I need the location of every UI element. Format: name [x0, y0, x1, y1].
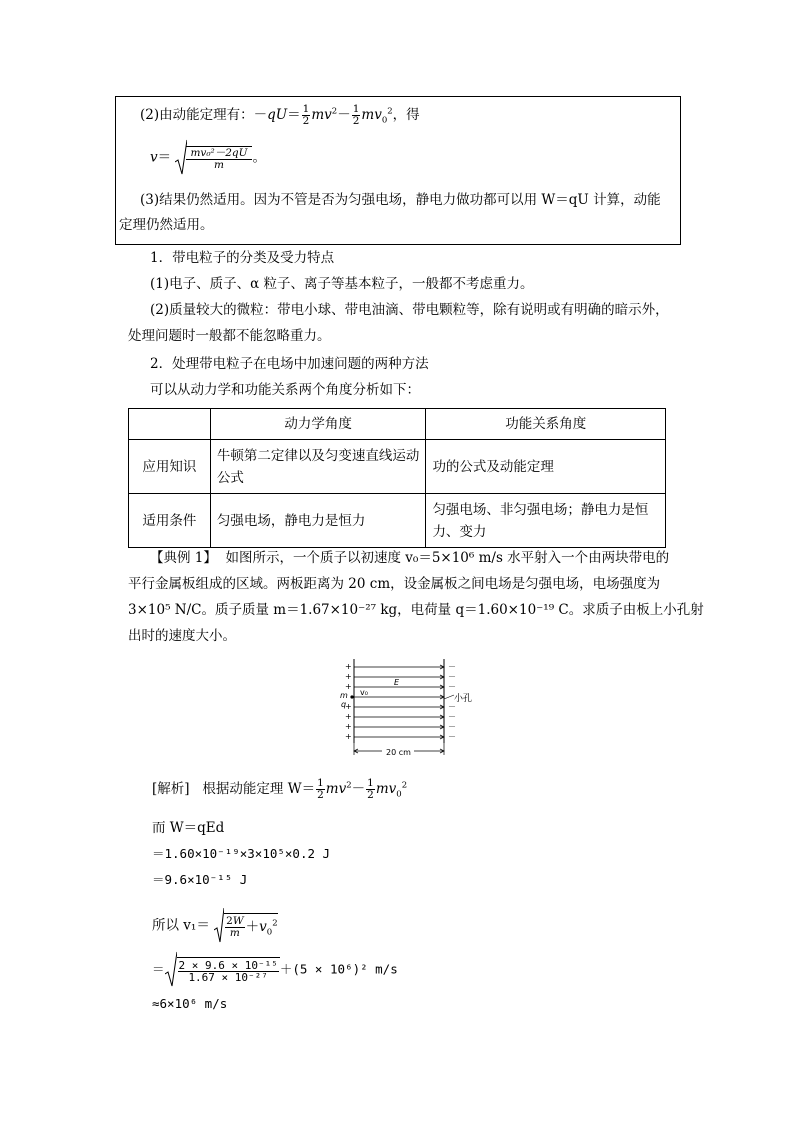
field-label: E — [394, 678, 400, 687]
table-cell: 匀强电场，静电力是恒力 — [210, 494, 426, 548]
plus-sign: + — [345, 682, 352, 691]
example-tag: 【典例 1】 — [150, 550, 217, 566]
table-cell: 适用条件 — [129, 494, 211, 548]
velocity-label: v₀ — [360, 688, 368, 697]
plus-sign: + — [345, 702, 352, 711]
table-cell: 牛顿第二定律以及匀变速直线运动公式 — [210, 440, 426, 494]
distance-label: 20 cm — [386, 748, 411, 757]
solution-line-2: 而 W＝qEd — [152, 820, 225, 836]
box-line-4: 定理仍然适用。 — [119, 217, 214, 233]
plus-sign: + — [345, 712, 352, 721]
box-line-3: (3)结果仍然适用。因为不管是否为匀强电场，静电力做功都可以用 W＝qU 计算，动能 — [140, 192, 661, 208]
minus-sign: － — [448, 672, 456, 681]
minus-sign: － — [448, 682, 456, 691]
table-cell: 功的公式及动能定理 — [426, 440, 666, 494]
solution-line-1-text: 根据动能定理 W＝ — [202, 781, 316, 797]
proton-dot — [350, 695, 353, 698]
table-cell: 应用知识 — [129, 440, 211, 494]
plus-sign: + — [345, 732, 352, 741]
section-1-item-2: (2)质量较大的微粒：带电小球、带电油滴、带电颗粒等，除有说明或有明确的暗示外， — [150, 302, 669, 318]
box-line-1-text: (2)由动能定理有：－ — [140, 107, 268, 123]
plus-sign: + — [345, 662, 352, 671]
solution-fraction-numerator: 2 × 9.6 × 10⁻¹⁵ — [178, 959, 278, 972]
table-header-cell: 动力学角度 — [210, 409, 426, 440]
section-1-item-1: (1)电子、质子、α 粒子、离子等基本粒子，一般都不考虑重力。 — [150, 276, 534, 292]
section-1-heading: 1．带电粒子的分类及受力特点 — [150, 250, 335, 266]
comparison-table — [128, 408, 666, 548]
sqrt-sign — [214, 906, 224, 946]
minus-sign: － — [448, 702, 456, 711]
minus-sign: － — [448, 722, 456, 731]
box-line-1: (2)由动能定理有：－qU＝ $\frac{1}{2}$ $mv^2-$ $\frac{1}{2}$ $mv_0^2$，得 — [140, 103, 420, 127]
hole-leader — [444, 695, 454, 699]
sqrt-sign — [165, 950, 177, 990]
half-fraction-1: $\frac{1}{2}$ — [302, 103, 310, 127]
solution-fraction-denominator: 1.67 × 10⁻²⁷ — [188, 971, 268, 984]
hole-label: 小孔 — [454, 694, 473, 704]
half-fraction-2: $\frac{1}{2}$ — [352, 103, 360, 127]
table-header-cell: 功能关系角度 — [426, 409, 666, 440]
table-cell: 匀强电场、非匀强电场；静电力是恒力、变力 — [426, 494, 666, 548]
sqrt-fraction: $\frac{\text{mv₀²－2qU}}{m}$ — [186, 146, 251, 171]
solution-line-1: [解析] 根据动能定理 W＝ $\frac{1}{2}$ $mv^2-$ $\frac{1}{2}$ $mv_0^2$ — [152, 777, 408, 801]
plus-sign: + — [345, 672, 352, 681]
charge-label: q — [341, 700, 347, 709]
solution-line-3: ＝1.60×10⁻¹⁹×3×10⁵×0.2 J — [152, 846, 331, 861]
table-row — [129, 494, 666, 548]
minus-sign: － — [448, 712, 456, 721]
solution-line-4: ＝9.6×10⁻¹⁵ J — [152, 872, 248, 887]
minus-sign: － — [448, 662, 456, 671]
example-line-3: 3×10⁵ N/C。质子质量 m＝1.67×10⁻²⁷ kg，电荷量 q＝1.60×10⁻¹⁹ C。求质子由板上小孔射 — [128, 602, 704, 618]
solution-line-6: ＝ $\frac{\text{2 × 9.6 × 10⁻¹⁵}}{\text{1.67 × 10⁻²⁷}}$ ＋(5 × 10⁶)² m/s — [152, 950, 398, 990]
minus-sign: － — [448, 732, 456, 741]
box-line-2-end: 。 — [252, 149, 266, 166]
example-line-1-text: 如图所示，一个质子以初速度 v₀＝5×10⁶ m/s 水平射入一个由两块带电的 — [225, 550, 670, 566]
example-line-2: 平行金属板组成的区域。两板距离为 20 cm，设金属板之间电场是匀强电场，电场强度为 — [128, 576, 661, 592]
solution-line-6-tail: ＋(5 × 10⁶)² m/s — [279, 961, 398, 977]
table-header-cell — [129, 409, 211, 440]
box-line-1-suffix: ，得 — [392, 107, 420, 123]
section-2-heading: 2．处理带电粒子在电场中加速问题的两种方法 — [150, 356, 429, 372]
section-1-item-2-cont: 处理问题时一般都不能忽略重力。 — [128, 328, 331, 344]
table-row — [129, 440, 666, 494]
example-line-1 — [150, 548, 669, 568]
capacitor-figure — [338, 655, 488, 765]
section-2-intro: 可以从动力学和功能关系两个角度分析如下： — [150, 382, 420, 398]
mass-label: m — [340, 691, 348, 700]
solution-line-5-text: 所以 v₁＝ — [152, 917, 210, 934]
solution-line-5: 所以 v₁＝ $\frac{2W}{m}$ $+v_0^2$ — [152, 906, 278, 946]
v-symbol: v — [150, 149, 158, 166]
solution-line-7: ≈6×10⁶ m/s — [152, 996, 228, 1011]
plus-sign: + — [345, 722, 352, 731]
field-lines — [354, 665, 444, 739]
example-line-4: 出时的速度大小。 — [128, 628, 236, 644]
box-line-2: v＝ $\frac{\text{mv₀²－2qU}}{m}$ 。 — [150, 138, 266, 178]
table-header-row — [129, 409, 666, 440]
solution-tag: [解析] — [152, 781, 190, 797]
